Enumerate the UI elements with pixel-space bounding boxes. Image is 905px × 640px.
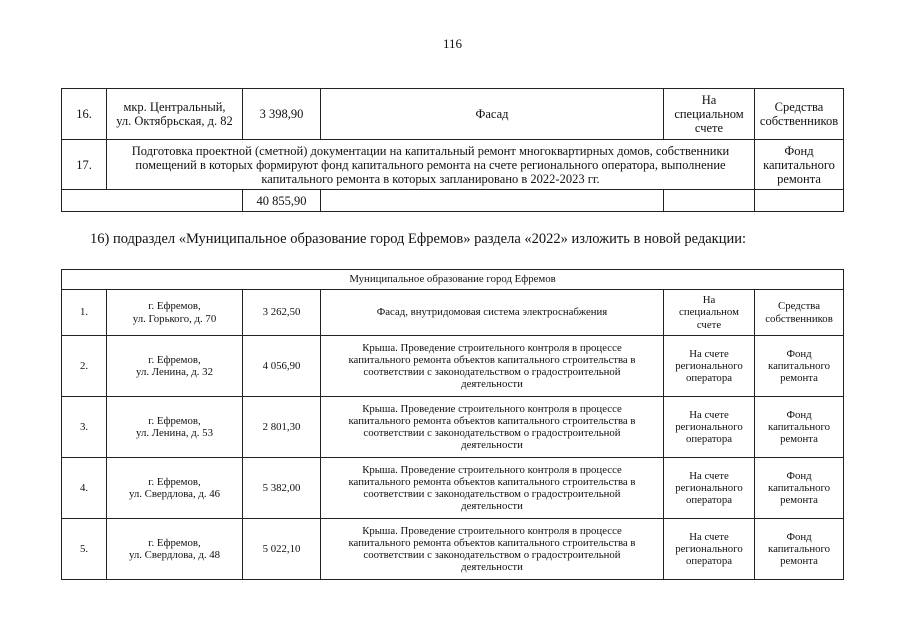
text-line: Подготовка проектной (сметной) документации на капитальный ремонт многоквартирных домов, собственники — [131, 143, 730, 158]
source-line: Фонд — [786, 408, 812, 421]
work-line: Крыша. Проведение строительного контроля в процессе — [362, 341, 622, 354]
work-line: капитального ремонта объектов капитального строительства в — [348, 536, 636, 549]
text-line: помещений в которых формируют фонд капитального ремонта на счете регионального оператора, выполнение — [135, 157, 726, 172]
work-line: Крыша. Проведение строительного контроля в процессе — [362, 463, 622, 476]
work-line: деятельности — [461, 561, 523, 574]
address-line: г. Ефремов, — [148, 536, 201, 549]
work-cell — [321, 519, 664, 580]
amount-cell: 4 056,90 — [243, 336, 321, 397]
work-line: соответствии с законодательством о градостроительной — [363, 366, 621, 378]
amount-cell: 3 398,90 — [243, 89, 321, 140]
source-line: капитального — [768, 359, 831, 372]
work-cell — [321, 397, 664, 458]
source-line: Фонд — [786, 469, 812, 482]
work-line: деятельности — [461, 500, 523, 513]
address-line: ул. Горького, д. 70 — [132, 312, 217, 325]
row-number: 4. — [62, 458, 107, 519]
address-cell — [107, 336, 243, 397]
bottom-table-body — [62, 290, 844, 580]
source-line: капитального — [768, 481, 831, 494]
source-line: собственников — [765, 312, 833, 325]
row-number: 16. — [62, 89, 107, 140]
source-cell — [755, 397, 844, 458]
row-number: 17. — [62, 140, 107, 190]
row-number: 3. — [62, 397, 107, 458]
work-line: Крыша. Проведение строительного контроля в процессе — [362, 524, 622, 537]
account-line: оператора — [685, 372, 733, 385]
work-line: капитального ремонта объектов капитального строительства в — [348, 475, 636, 488]
account-line: На — [701, 93, 717, 107]
empty-cell — [664, 190, 755, 212]
table-row — [62, 519, 844, 580]
amount-cell: 5 022,10 — [243, 519, 321, 580]
work-cell — [321, 336, 664, 397]
account-line: На счете — [689, 530, 729, 543]
source-line: капитального — [768, 420, 831, 433]
address-cell — [107, 458, 243, 519]
account-cell — [664, 458, 755, 519]
account-line: регионального — [675, 420, 743, 433]
empty-cell — [755, 190, 844, 212]
account-line: регионального — [675, 542, 743, 555]
row-number: 2. — [62, 336, 107, 397]
design-docs-cell — [107, 140, 755, 190]
source-cell — [755, 336, 844, 397]
address-line: мкр. Центральный, — [123, 100, 226, 114]
work-cell: Фасад — [321, 89, 664, 140]
page-number: 116 — [442, 36, 463, 51]
table-row — [62, 140, 844, 190]
account-cell — [664, 89, 755, 140]
account-line: оператора — [685, 494, 733, 507]
address-line: г. Ефремов, — [148, 300, 201, 313]
account-cell — [664, 519, 755, 580]
bottom-table — [61, 269, 844, 580]
address-line: ул. Октябрьская, д. 82 — [116, 114, 233, 128]
row-number: 1. — [62, 290, 107, 336]
address-cell — [107, 397, 243, 458]
table-row — [62, 397, 844, 458]
work-line: капитального ремонта объектов капитального строительства в — [348, 353, 636, 366]
address-cell — [107, 519, 243, 580]
source-cell — [755, 89, 844, 140]
account-cell — [664, 290, 755, 336]
amount-cell: 5 382,00 — [243, 458, 321, 519]
table-row — [62, 290, 844, 336]
total-row — [62, 190, 844, 212]
work-line: соответствии с законодательством о градостроительной — [363, 549, 621, 561]
amount-cell: 3 262,50 — [243, 290, 321, 336]
work-line: соответствии с законодательством о градостроительной — [363, 488, 621, 500]
work-line: Крыша. Проведение строительного контроля в процессе — [362, 402, 622, 415]
municipality-header: Муниципальное образование город Ефремов — [62, 270, 844, 290]
top-table — [61, 88, 844, 212]
row-number: 5. — [62, 519, 107, 580]
source-line: ремонта — [780, 494, 818, 507]
source-line: Средства — [774, 100, 824, 114]
account-line: специальном — [679, 306, 739, 319]
source-line: Фонд — [784, 143, 814, 158]
address-line: ул. Ленина, д. 53 — [136, 427, 213, 439]
account-line: регионального — [675, 359, 743, 372]
source-line: капитального — [763, 157, 835, 172]
account-line: специальном — [674, 107, 744, 121]
source-line: собственников — [759, 114, 839, 128]
work-line: деятельности — [461, 439, 523, 452]
table-row — [62, 336, 844, 397]
source-line: Средства — [778, 300, 821, 313]
account-cell — [664, 336, 755, 397]
account-line: регионального — [675, 481, 743, 494]
account-line: На счете — [689, 347, 729, 360]
source-cell — [755, 458, 844, 519]
amendment-note: 16) подраздел «Муниципальное образование город Ефремов» раздела «2022» изложить в новой редакции: — [90, 231, 746, 247]
address-line: ул. Свердлова, д. 46 — [128, 488, 221, 500]
account-line: оператора — [685, 433, 733, 446]
source-line: ремонта — [777, 171, 821, 186]
work-cell — [321, 458, 664, 519]
work-line: Фасад, внутридомовая система электроснабжения — [376, 306, 608, 319]
work-cell — [321, 290, 664, 336]
source-cell — [755, 140, 844, 190]
address-line: г. Ефремов, — [148, 414, 201, 427]
source-cell — [755, 290, 844, 336]
table-header-row — [62, 270, 844, 290]
source-line: ремонта — [780, 433, 818, 446]
text-line: капитального ремонта в которых запланировано в 2022-2023 гг. — [261, 171, 600, 186]
address-cell — [107, 89, 243, 140]
account-line: На — [702, 294, 716, 307]
account-line: На счете — [689, 469, 729, 482]
work-line: капитального ремонта объектов капитального строительства в — [348, 414, 636, 427]
work-line: деятельности — [461, 378, 523, 391]
account-line: На счете — [689, 408, 729, 421]
source-cell — [755, 519, 844, 580]
address-line: ул. Ленина, д. 32 — [136, 366, 213, 378]
account-line: счете — [696, 318, 722, 331]
address-line: г. Ефремов, — [148, 475, 201, 488]
account-line: оператора — [685, 555, 733, 568]
address-line: г. Ефремов, — [148, 353, 201, 366]
empty-cell — [321, 190, 664, 212]
source-line: ремонта — [780, 372, 818, 385]
source-line: капитального — [768, 542, 831, 555]
address-cell — [107, 290, 243, 336]
source-line: Фонд — [786, 347, 812, 360]
amount-cell: 2 801,30 — [243, 397, 321, 458]
work-line: соответствии с законодательством о градостроительной — [363, 427, 621, 439]
source-line: ремонта — [780, 555, 818, 568]
table-row — [62, 458, 844, 519]
empty-cell — [62, 190, 243, 212]
total-amount: 40 855,90 — [243, 190, 321, 212]
address-line: ул. Свердлова, д. 48 — [128, 549, 221, 561]
account-line: счете — [694, 121, 724, 135]
source-line: Фонд — [786, 530, 812, 543]
table-row — [62, 89, 844, 140]
account-cell — [664, 397, 755, 458]
